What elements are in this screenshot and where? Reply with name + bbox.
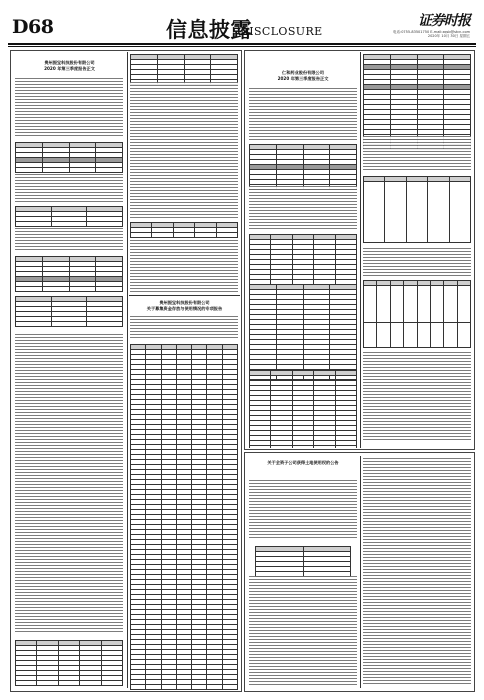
column-divider xyxy=(360,456,361,688)
header-rule xyxy=(8,43,476,45)
text-block xyxy=(363,458,471,684)
right-bottom-column-b xyxy=(362,454,473,690)
data-table xyxy=(130,222,238,238)
text-block xyxy=(249,88,357,140)
column-divider xyxy=(360,52,361,448)
article-title: 2020 年第三季度报告正文 xyxy=(44,66,95,71)
article-company: 仁和药业股份有限公司 xyxy=(282,70,324,75)
article-title-block xyxy=(251,460,355,466)
page-number: D68 xyxy=(12,16,54,38)
text-block xyxy=(15,334,123,634)
data-table xyxy=(363,176,471,243)
section-subtitle: DISCLOSURE xyxy=(240,25,323,38)
right-column-b xyxy=(362,52,473,448)
data-table xyxy=(15,256,123,292)
data-table xyxy=(249,370,357,448)
text-block xyxy=(363,248,471,276)
article-title: 关于募集资金存放与使用情况的专项报告 xyxy=(146,306,223,311)
text-block xyxy=(15,78,123,138)
newspaper-logo xyxy=(360,10,470,44)
contact-line: 电话:0755-83501750 E-mail:zqsb@stcn.com xyxy=(393,30,470,34)
article-title: 关于全资子公司获得土地使用权的公告 xyxy=(267,460,339,465)
header-rule-thin xyxy=(8,46,476,47)
article-title: 2020 年第三季度报告正文 xyxy=(277,76,329,81)
data-table xyxy=(255,546,351,577)
data-table xyxy=(15,296,123,327)
article-company: 贵州振宝科技股份有限公司 xyxy=(44,60,95,65)
text-block xyxy=(249,576,357,686)
right-bottom-column-a xyxy=(247,454,359,690)
text-block xyxy=(130,82,238,220)
data-table xyxy=(363,280,471,348)
data-table xyxy=(130,54,238,85)
data-table xyxy=(249,284,357,380)
text-block xyxy=(130,316,238,340)
data-table xyxy=(15,142,123,173)
article-title-block xyxy=(247,70,359,82)
date-line: 2020年 10月 30日 星期五 xyxy=(427,34,470,38)
text-block xyxy=(249,480,357,540)
article-title-block xyxy=(129,300,240,312)
data-table xyxy=(15,640,123,686)
data-table xyxy=(15,206,123,227)
text-block xyxy=(363,136,471,172)
text-block xyxy=(15,174,123,202)
column-divider xyxy=(127,52,128,688)
left-column-a xyxy=(13,52,126,690)
logo-text: 证券时报 xyxy=(418,13,470,29)
masthead xyxy=(8,6,476,40)
text-block xyxy=(363,352,471,442)
article-company: 贵州振宝科技股份有限公司 xyxy=(159,300,210,305)
data-table xyxy=(249,234,357,290)
article-divider xyxy=(129,295,240,296)
right-column-a xyxy=(247,52,359,448)
data-table xyxy=(249,144,357,190)
left-column-b xyxy=(129,52,240,690)
text-block xyxy=(15,228,123,252)
article-title-block xyxy=(13,60,126,72)
text-block xyxy=(130,240,238,292)
text-block xyxy=(249,186,357,230)
data-table xyxy=(130,344,238,690)
section-title: 信息披露 xyxy=(166,17,252,42)
